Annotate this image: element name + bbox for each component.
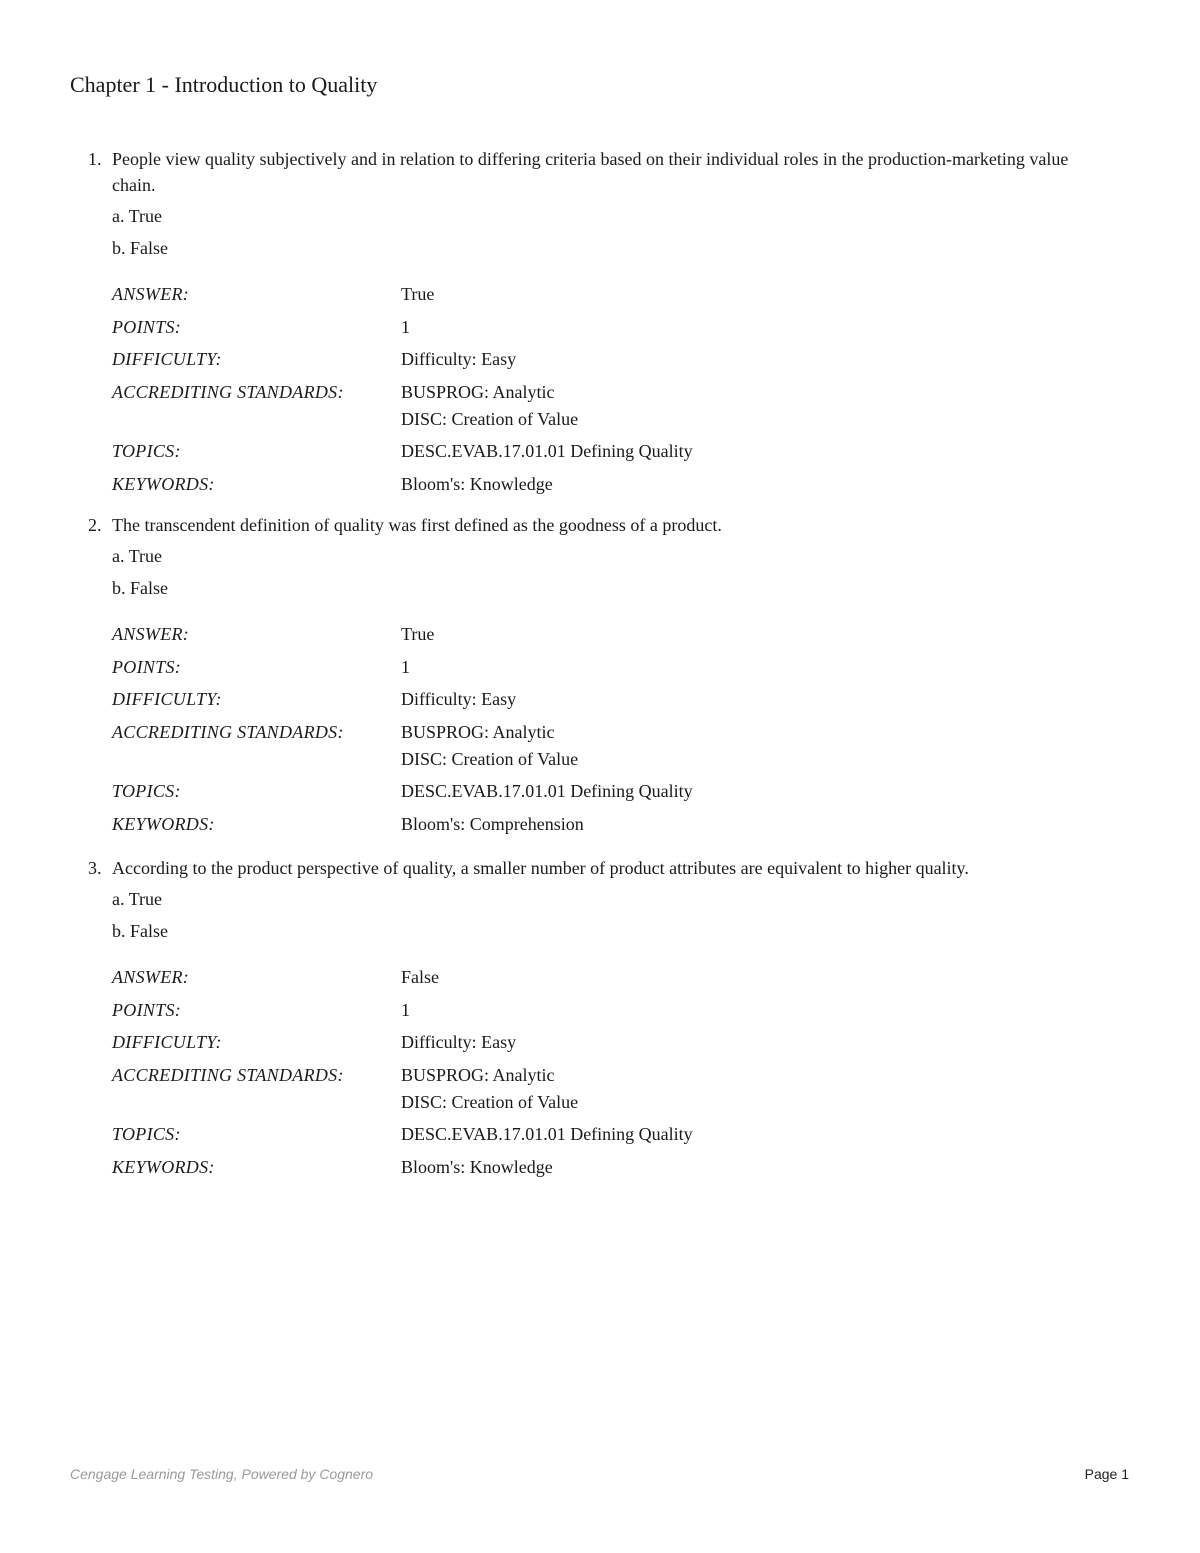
question-text: According to the product perspective of quality, a smaller number of product attributes are equivalent to higher quality.	[112, 858, 969, 878]
accrediting-value	[401, 716, 1108, 776]
answer-row	[112, 278, 1108, 311]
question-stem	[88, 146, 1108, 198]
accrediting-standard: BUSPROG: Analytic	[401, 381, 555, 402]
topics-label: TOPICS:	[112, 441, 181, 461]
difficulty-value: Difficulty: Easy	[401, 349, 517, 369]
question-text: The transcendent definition of quality was first defined as the goodness of a product.	[112, 515, 722, 535]
keywords-label: KEYWORDS:	[112, 1156, 215, 1177]
points-value: 1	[401, 656, 410, 677]
accrediting-standard: DISC: Creation of Value	[401, 1092, 579, 1112]
accrediting-row	[112, 716, 1108, 776]
question-stem	[88, 855, 1108, 881]
answer-value: True	[401, 624, 435, 644]
points-label: POINTS:	[112, 999, 182, 1020]
question-number: 3.	[88, 858, 102, 878]
question-metadata	[112, 961, 1108, 1183]
difficulty-row	[112, 1026, 1108, 1059]
question-number: 2.	[88, 515, 102, 535]
difficulty-value: Difficulty: Easy	[401, 1032, 517, 1052]
answer-label: ANSWER:	[112, 624, 190, 644]
accrediting-standard: BUSPROG: Analytic	[401, 721, 555, 742]
keywords-label: KEYWORDS:	[112, 813, 215, 834]
page-number: Page 1	[1084, 1466, 1129, 1482]
points-label: POINTS:	[112, 656, 182, 677]
option-a: a. True	[112, 206, 163, 226]
page-title: Chapter 1 - Introduction to Quality	[70, 72, 378, 97]
keywords-value: Bloom's: Knowledge	[401, 1156, 553, 1177]
accrediting-standard: BUSPROG: Analytic	[401, 1064, 555, 1085]
points-label: POINTS:	[112, 316, 182, 337]
accrediting-label: ACCREDITING STANDARDS:	[112, 721, 344, 742]
answer-label: ANSWER:	[112, 284, 190, 304]
accrediting-standard: DISC: Creation of Value	[401, 749, 579, 769]
keywords-row	[112, 468, 1108, 501]
footer-credit: Cengage Learning Testing, Powered by Cognero	[70, 1466, 374, 1482]
topics-label: TOPICS:	[112, 781, 181, 801]
difficulty-value: Difficulty: Easy	[401, 689, 517, 709]
points-value: 1	[401, 316, 410, 337]
topics-value: DESC.EVAB.17.01.01 Defining Quality	[401, 441, 693, 461]
keywords-value: Bloom's: Knowledge	[401, 473, 553, 494]
keywords-value: Bloom's: Comprehension	[401, 813, 584, 834]
answer-value: False	[401, 967, 439, 987]
question-stem	[88, 512, 1108, 538]
question-3	[88, 855, 1108, 1183]
difficulty-row	[112, 343, 1108, 376]
accrediting-row	[112, 376, 1108, 436]
option-b: b. False	[112, 578, 168, 598]
topics-label: TOPICS:	[112, 1124, 181, 1144]
topics-value: DESC.EVAB.17.01.01 Defining Quality	[401, 781, 693, 801]
topics-row	[112, 435, 1108, 468]
accrediting-value	[401, 376, 1108, 436]
question-number: 1.	[88, 149, 102, 169]
option-a: a. True	[112, 889, 163, 909]
question-2	[88, 512, 1108, 840]
answer-row	[112, 961, 1108, 994]
answer-value: True	[401, 284, 435, 304]
question-text: People view quality subjectively and in relation to differing criteria based on their individual roles in the production-marketing value chain.	[112, 149, 1069, 195]
topics-row	[112, 775, 1108, 808]
accrediting-value	[401, 1059, 1108, 1119]
points-row	[112, 651, 1108, 684]
accrediting-label: ACCREDITING STANDARDS:	[112, 381, 344, 402]
question-metadata	[112, 278, 1108, 500]
question-1	[88, 146, 1108, 500]
option-a: a. True	[112, 546, 163, 566]
question-metadata	[112, 618, 1108, 840]
keywords-row	[112, 808, 1108, 841]
difficulty-row	[112, 683, 1108, 716]
answer-options	[112, 200, 1108, 264]
points-row	[112, 311, 1108, 344]
topics-value: DESC.EVAB.17.01.01 Defining Quality	[401, 1124, 693, 1144]
accrediting-standard: DISC: Creation of Value	[401, 409, 579, 429]
points-row	[112, 994, 1108, 1027]
answer-options	[112, 540, 1108, 604]
difficulty-label: DIFFICULTY:	[112, 349, 222, 369]
accrediting-row	[112, 1059, 1108, 1119]
difficulty-label: DIFFICULTY:	[112, 689, 222, 709]
points-value: 1	[401, 999, 410, 1020]
topics-row	[112, 1118, 1108, 1151]
difficulty-label: DIFFICULTY:	[112, 1032, 222, 1052]
answer-row	[112, 618, 1108, 651]
answer-label: ANSWER:	[112, 967, 190, 987]
keywords-label: KEYWORDS:	[112, 473, 215, 494]
keywords-row	[112, 1151, 1108, 1184]
option-b: b. False	[112, 238, 168, 258]
answer-options	[112, 883, 1108, 947]
accrediting-label: ACCREDITING STANDARDS:	[112, 1064, 344, 1085]
option-b: b. False	[112, 921, 168, 941]
